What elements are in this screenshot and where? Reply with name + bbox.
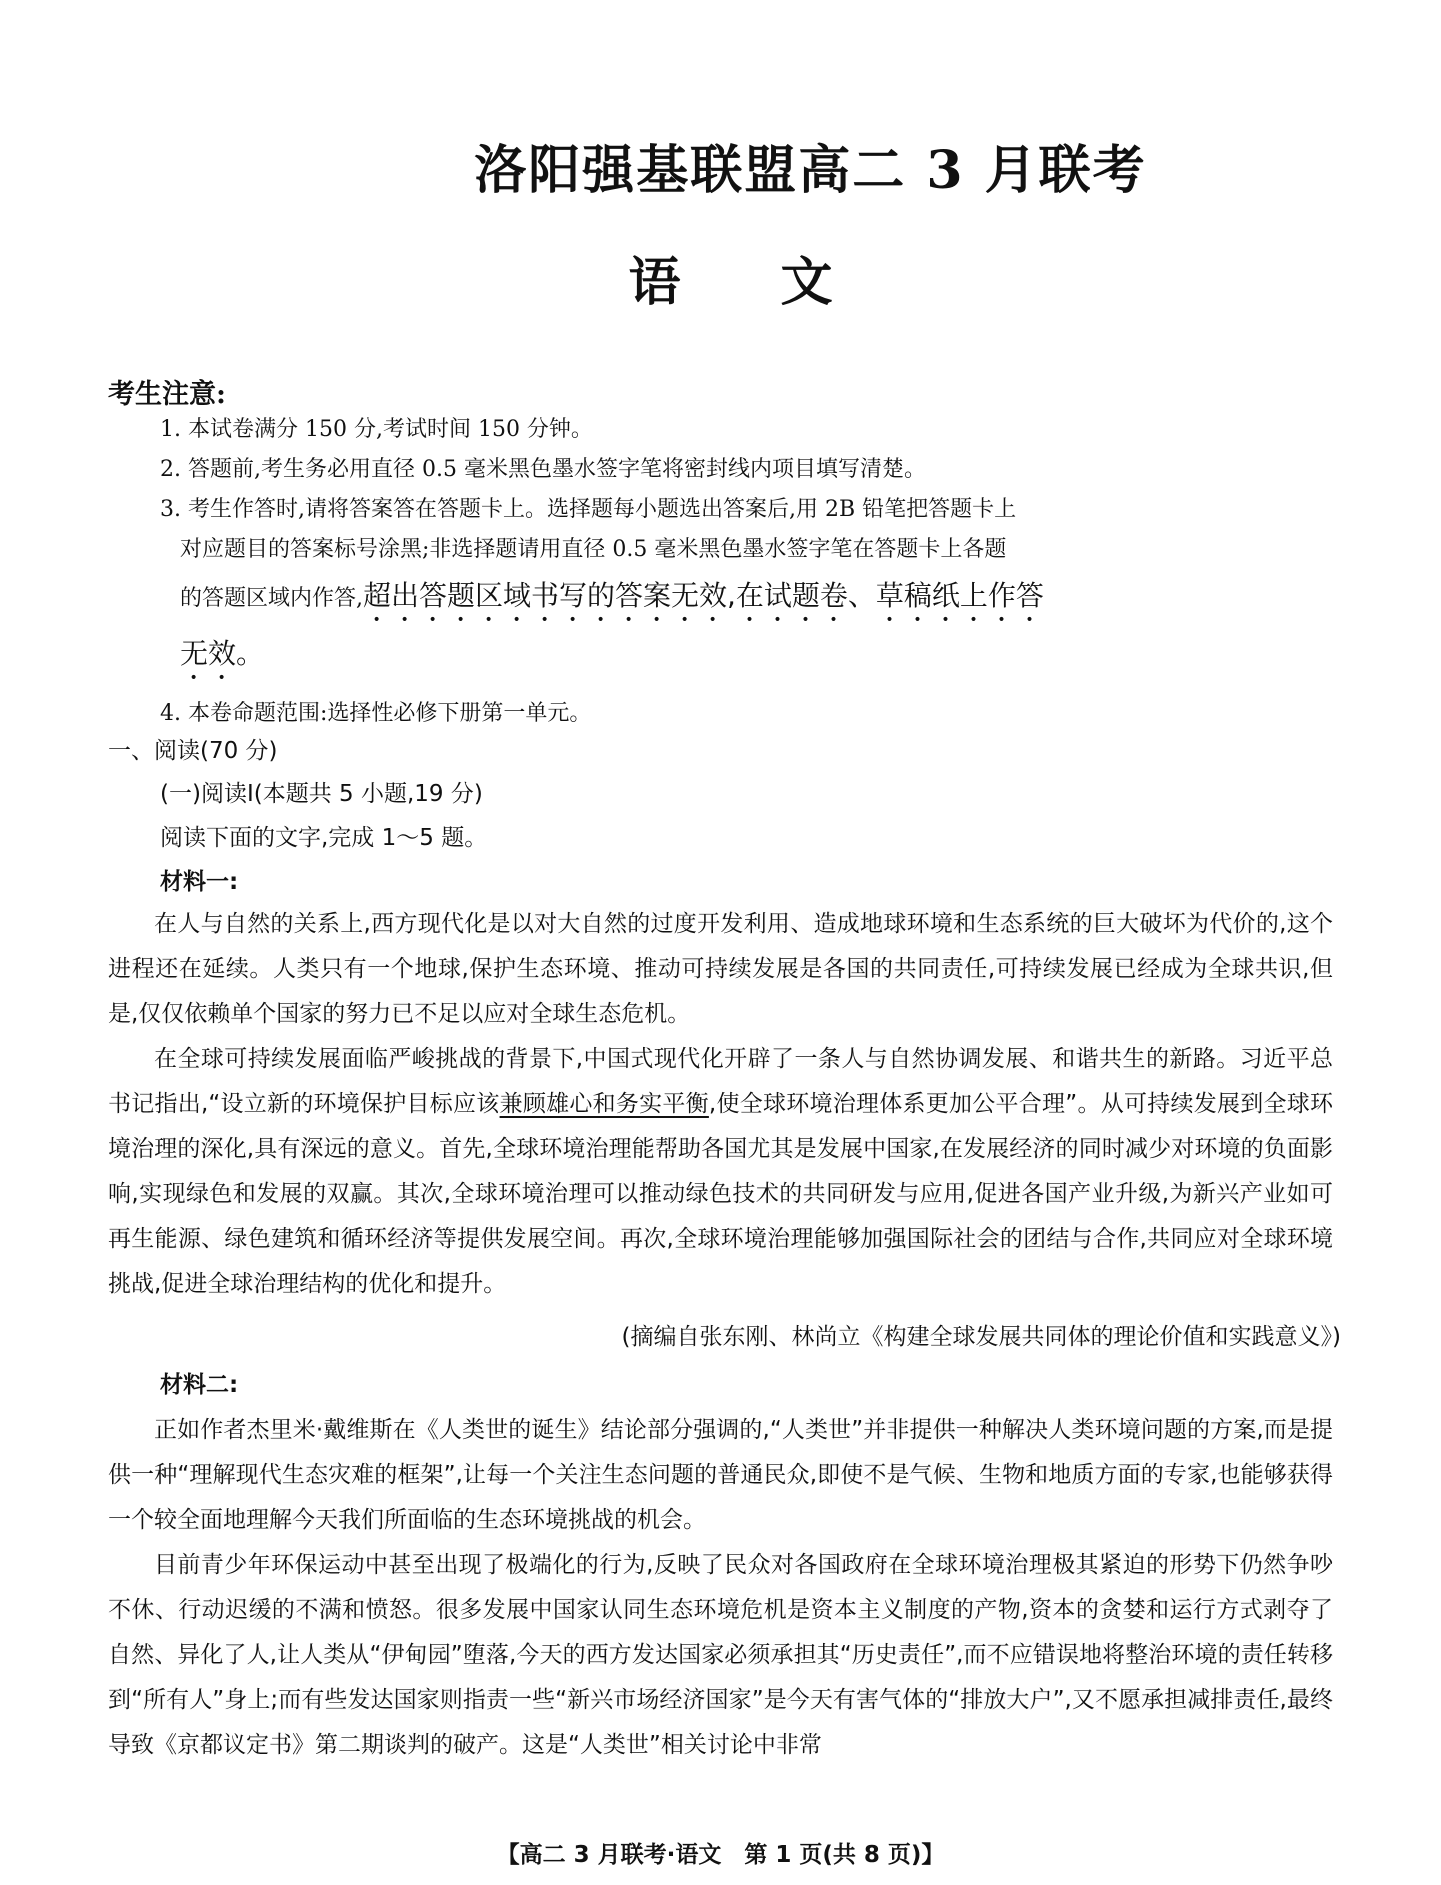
notice-heading: 考生注意:: [108, 379, 226, 410]
material2-paragraph-1: 正如作者杰里米·戴维斯在《人类世的诞生》结论部分强调的,“人类世”并非提供一种解决人类环境问题的方案,而是提供一种“理解现代生态灾难的框架”,让每一个关注生态问题的普通民众,即使不是气候、生物和地质方面的专家,也能够获得一个较全面地理解今天我们所面临的生态环境挑战的机会。: [108, 1417, 1333, 1533]
material1-label: 材料一:: [160, 869, 239, 895]
notice-item-3-line-3: [160, 570, 1160, 628]
notice-item-3-line-1: 3. 考生作答时,请将答案答在答题卡上。选择题每小题选出答案后,用 2B 铅笔把答题卡上: [160, 497, 1017, 522]
underlined-phrase: 兼顾雄心和务实平衡: [499, 1091, 709, 1117]
page-footer: 【高二 3 月联考·语文 第 1 页(共 8 页)】: [496, 1842, 945, 1868]
notice-item-2: 2. 答题前,考生务必用直径 0.5 毫米黑色墨水签字笔将密封线内项目填写清楚。: [160, 457, 926, 482]
material2-body: [108, 1408, 1333, 1768]
notice-item-3-emphasis-end: 无效。: [180, 637, 265, 670]
notice-item-3-emphasis: 超出答题区域书写的答案无效,在试题卷、草稿纸上作答: [363, 579, 1044, 612]
notice-item-3-line-2: 对应题目的答案标号涂黑;非选择题请用直径 0.5 毫米黑色墨水签字笔在答题卡上各题: [180, 537, 1007, 562]
material2-label: 材料二:: [160, 1372, 239, 1398]
notice-item-4: 4. 本卷命题范围:选择性必修下册第一单元。: [160, 701, 592, 726]
material1-source: (摘编自张东刚、林尚立《构建全球发展共同体的理论价值和实践意义》): [621, 1324, 1341, 1350]
notice-item-3-prefix: 的答题区域内作答,: [180, 586, 363, 611]
section-instruction: 阅读下面的文字,完成 1～5 题。: [160, 825, 488, 851]
material1-paragraph-1: 在人与自然的关系上,西方现代化是以对大自然的过度开发利用、造成地球环境和生态系统的巨大破坏为代价的,这个进程还在延续。人类只有一个地球,保护生态环境、推动可持续发展是各国的共同责任,可持续发展已经成为全球共识,但是,仅仅依赖单个国家的努力已不足以应对全球生态危机。: [108, 911, 1333, 1027]
material1-p2-part-a: 在全球可持续发展面临严峻挑战的背景下,中国式现代化开辟了一条人与自然协调发展、和谐共生的新路。习近平总书记指出,“设立新的环境保护目标应该: [108, 1046, 1333, 1117]
section-title: 一、阅读(70 分): [108, 738, 278, 764]
subject-title: 语文: [628, 252, 933, 313]
section-sub-lines: [160, 772, 487, 904]
notice-item-1: 1. 本试卷满分 150 分,考试时间 150 分钟。: [160, 417, 593, 442]
section-subtitle: (一)阅读Ⅰ(本题共 5 小题,19 分): [160, 781, 483, 807]
material1-body: [108, 902, 1333, 1307]
material2-paragraph-2: 目前青少年环保运动中甚至出现了极端化的行为,反映了民众对各国政府在全球环境治理极其紧迫的形势下仍然争吵不休、行动迟缓的不满和愤怒。很多发展中国家认同生态环境危机是资本主义制度的产物,资本的贪婪和运行方式剥夺了自然、异化了人,让人类从“伊甸园”堕落,今天的西方发达国家必须承担其“历史责任”,而不应错误地将整治环境的责任转移到“所有人”身上;而有些发达国家则指责一些“新兴市场经济国家”是今天有害气体的“排放大户”,又不愿承担减排责任,最终导致《京都议定书》第二期谈判的破产。这是“人类世”相关讨论中非常: [108, 1552, 1333, 1758]
exam-title: 洛阳强基联盟高二 3 月联考: [474, 140, 1147, 201]
notice-list: [160, 410, 1160, 734]
material1-p2-part-b: ,使全球环境治理体系更加公平合理”。从可持续发展到全球环境治理的深化,具有深远的意义。首先,全球环境治理能帮助各国尤其是发展中国家,在发展经济的同时减少对环境的负面影响,实现绿色和发展的双赢。其次,全球环境治理可以推动绿色技术的共同研发与应用,促进各国产业升级,为新兴产业如可再生能源、绿色建筑和循环经济等提供发展空间。再次,全球环境治理能够加强国际社会的团结与合作,共同应对全球环境挑战,促进全球治理结构的优化和提升。: [108, 1091, 1334, 1297]
notice-item-3-line-4: [160, 628, 1160, 686]
material1-paragraph-2: [108, 1037, 1333, 1307]
